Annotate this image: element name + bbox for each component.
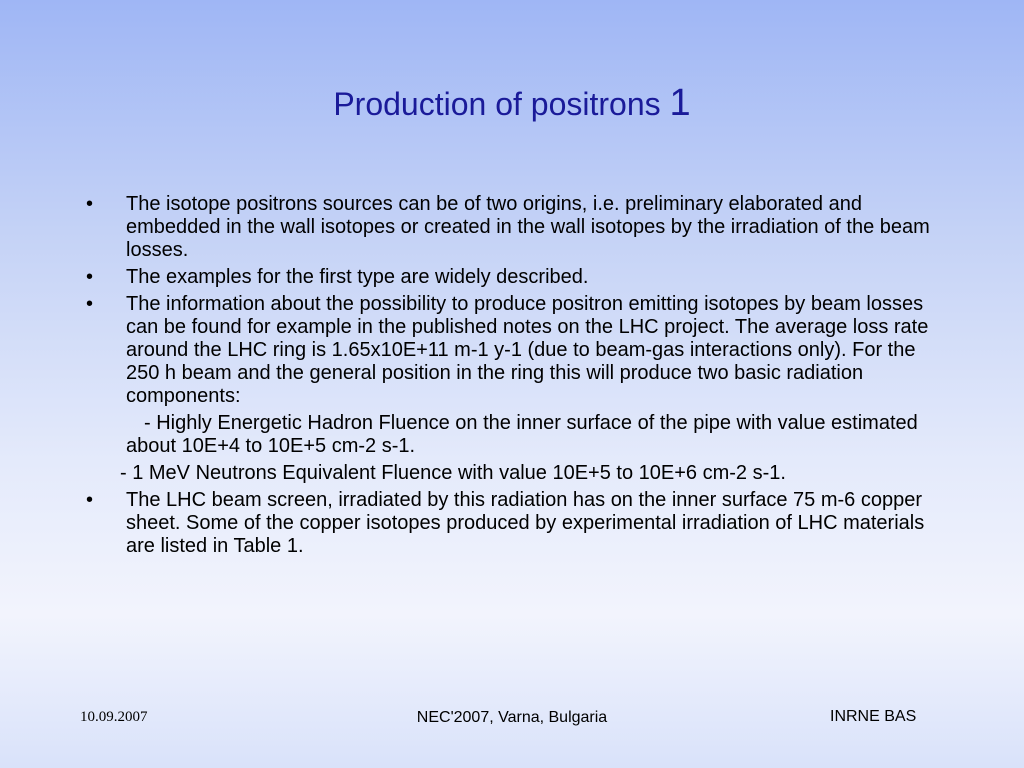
sub-item-neutron-fluence: - 1 MeV Neutrons Equivalent Fluence with value 10E+5 to 10E+6 cm-2 s-1. (120, 462, 786, 484)
slide-title (0, 78, 1024, 129)
bullet-text: The LHC beam screen, irradiated by this radiation has on the inner surface 75 m-6 copper sheet. Some of the copper isotopes produced by experimental irradiation of LHC materials are listed in Table 1. (126, 489, 925, 557)
bullet-item (86, 293, 942, 408)
bullet-text: The isotope positrons sources can be of two origins, i.e. preliminary elaborated and embedded in the wall isotopes or created in the wall isotopes by the irradiation of the beam losses. (126, 193, 930, 261)
sub-item-hadron-fluence: - Highly Energetic Hadron Fluence on the inner surface of the pipe with value estimated about 10E+4 to 10E+5 cm-2 s-1. (126, 412, 918, 457)
bullet-marker: • (86, 293, 94, 315)
footer-conference: NEC'2007, Varna, Bulgaria (416, 709, 608, 726)
bullet-text: The information about the possibility to produce positron emitting isotopes by beam losses can be found for example in the published notes on the LHC project. The average loss rate around the LHC ring is 1.65x10E+11 m-1 y-1 (due to beam-gas interactions only). For the 250 h beam and the general position in the ring this will produce two basic radiation components: (126, 293, 929, 407)
footer-date: 10.09.2007 (80, 709, 148, 725)
bullet-marker: • (86, 193, 94, 215)
bullet-item (86, 193, 942, 262)
footer-institution: INRNE BAS (830, 708, 917, 725)
slide-content (86, 193, 942, 562)
bullet-marker: • (86, 489, 94, 511)
bullet-item (86, 266, 942, 289)
bullet-marker: • (86, 266, 94, 288)
slide-title-number: 1 (669, 82, 691, 124)
slide-title-text: Production of positrons (333, 86, 661, 122)
bullet-text: The examples for the first type are widely described. (126, 266, 589, 288)
bullet-item (86, 489, 942, 558)
